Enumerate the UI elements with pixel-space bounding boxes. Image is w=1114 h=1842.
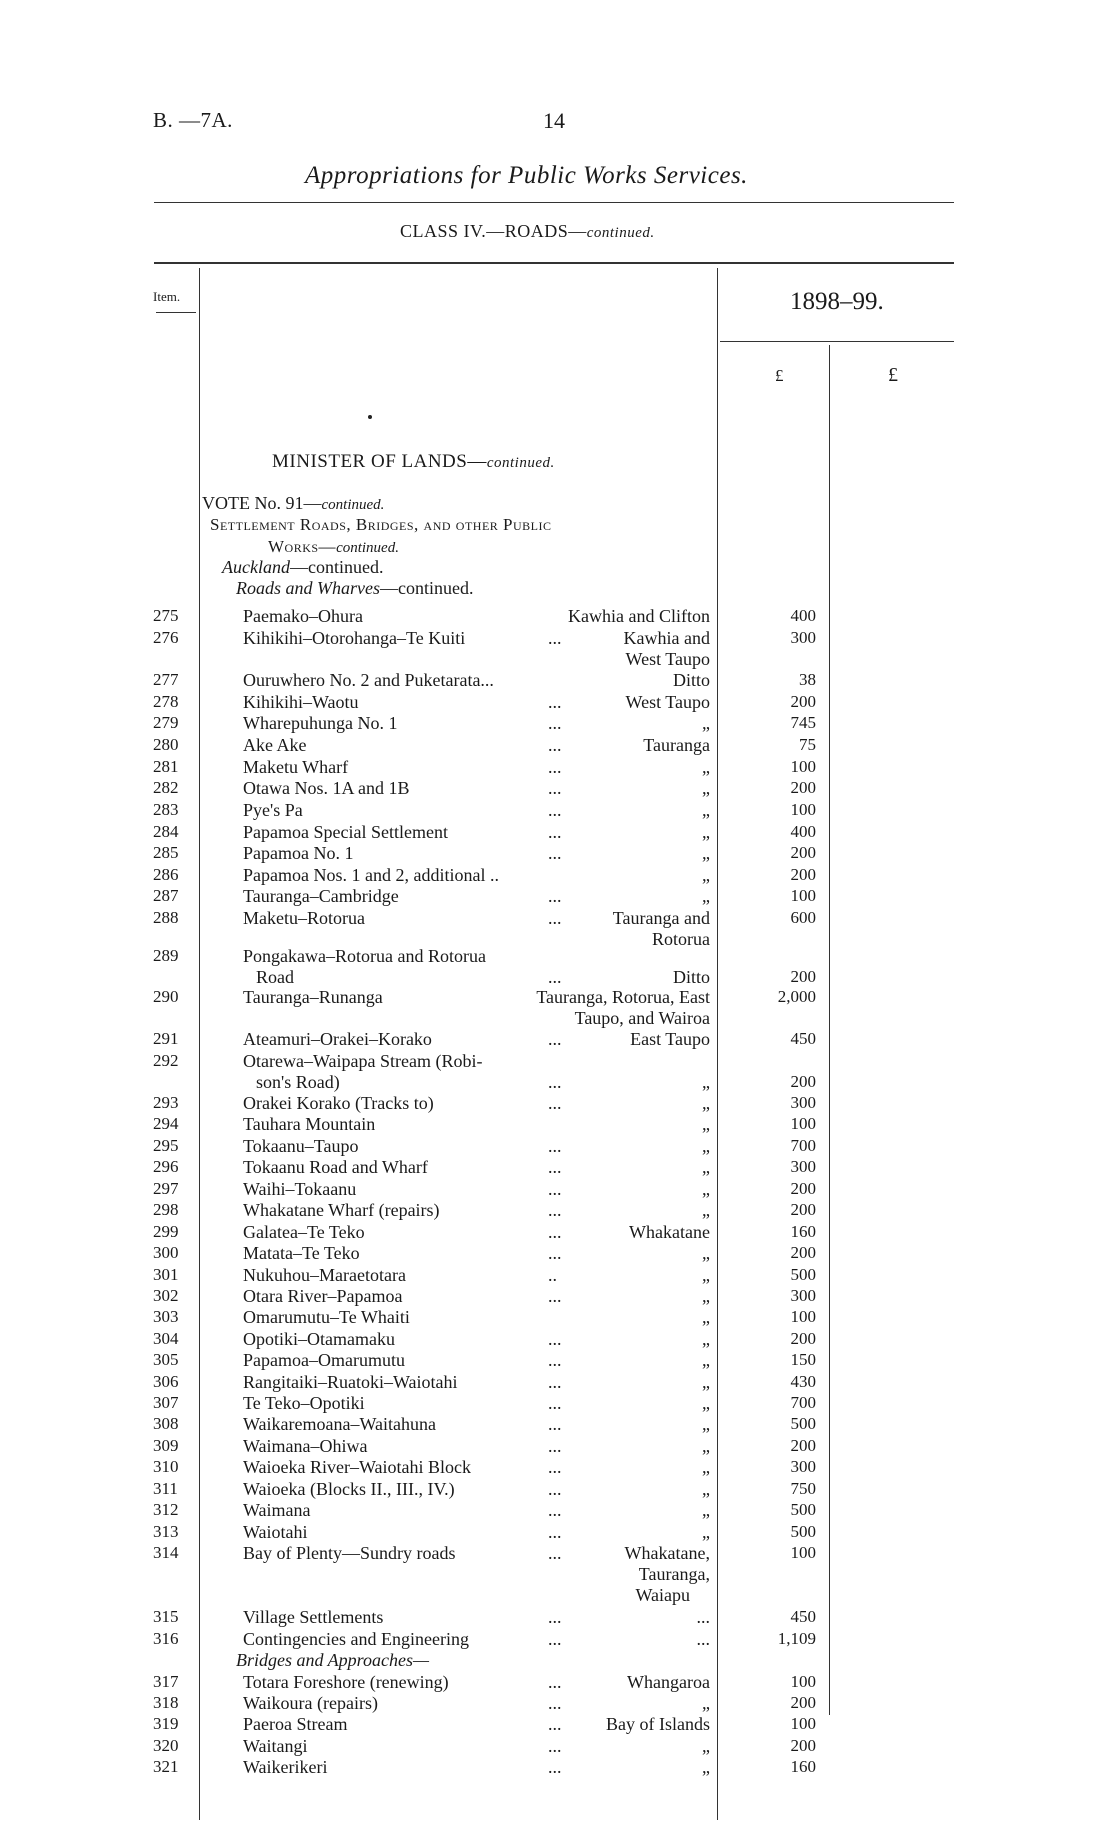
leader-dots: ... xyxy=(548,1393,562,1413)
leader-dots: ... xyxy=(548,1179,562,1199)
amount: 100 xyxy=(790,1307,816,1326)
item-name: Waimana–Ohiwa xyxy=(243,1436,368,1456)
district: Ditto xyxy=(672,967,710,987)
item-number: 278 xyxy=(153,692,179,711)
item-name: Papamoa Nos. 1 and 2, additional .. xyxy=(243,865,499,885)
vote-heading xyxy=(202,493,384,514)
item-number: 316 xyxy=(153,1629,179,1648)
district-continued: Rotorua xyxy=(652,929,710,949)
amount: 700 xyxy=(790,1393,816,1412)
settlement-heading-works: Works— xyxy=(268,537,337,556)
amount: 430 xyxy=(790,1372,816,1391)
district: Tauranga xyxy=(643,735,710,755)
item-name: Waihi–Tokaanu xyxy=(243,1179,357,1199)
item-number: 300 xyxy=(153,1243,179,1262)
item-number: 275 xyxy=(153,606,179,625)
minister-heading-suffix: continued. xyxy=(486,455,555,471)
leader-dots: ... xyxy=(548,1436,562,1456)
item-number: 302 xyxy=(153,1286,179,1305)
roads-subheading xyxy=(236,578,473,599)
item-name: Kihikihi–Otorohanga–Te Kuiti xyxy=(243,628,466,648)
district: „ xyxy=(702,822,710,842)
item-name: Pye's Pa xyxy=(243,800,303,820)
leader-dots: ... xyxy=(548,628,562,648)
stray-mark xyxy=(368,415,372,419)
item-name: Waitangi xyxy=(243,1736,308,1756)
district: „ xyxy=(702,713,710,733)
item-number: 311 xyxy=(153,1479,178,1498)
item-number: 304 xyxy=(153,1329,179,1348)
amount: 200 xyxy=(790,1200,816,1219)
amount: 200 xyxy=(790,1736,816,1755)
item-number: 277 xyxy=(153,670,179,689)
leader-dots: ... xyxy=(548,757,562,777)
district: „ xyxy=(702,1179,710,1199)
leader-dots: ... xyxy=(548,1607,562,1627)
leader-dots: ... xyxy=(548,1200,562,1220)
amount: 100 xyxy=(790,1714,816,1733)
item-number: 286 xyxy=(153,865,179,884)
district: „ xyxy=(702,778,710,798)
amount: 400 xyxy=(790,822,816,841)
district: „ xyxy=(702,1757,710,1777)
item-number: 292 xyxy=(153,1051,179,1070)
leader-dots: ... xyxy=(548,1479,562,1499)
amount: 160 xyxy=(790,1757,816,1776)
item-number: 295 xyxy=(153,1136,179,1155)
item-number: 313 xyxy=(153,1522,179,1541)
item-number: 315 xyxy=(153,1607,179,1626)
district: „ xyxy=(702,1307,710,1327)
amount: 100 xyxy=(790,886,816,905)
leader-dots: ... xyxy=(548,778,562,798)
leader-dots: ... xyxy=(548,1629,562,1649)
item-number: 279 xyxy=(153,713,179,732)
amount: 500 xyxy=(790,1414,816,1433)
item-number: 305 xyxy=(153,1350,179,1369)
district: „ xyxy=(702,1136,710,1156)
amount: 38 xyxy=(799,670,816,689)
item-number: 320 xyxy=(153,1736,179,1755)
district: „ xyxy=(702,1114,710,1134)
district-heading xyxy=(222,557,383,578)
roads-subheading-name: Roads and Wharves xyxy=(236,578,380,598)
amount: 300 xyxy=(790,628,816,647)
leader-dots: ... xyxy=(548,800,562,820)
item-name: Orakei Korako (Tracks to) xyxy=(243,1093,434,1113)
amount: 500 xyxy=(790,1265,816,1284)
district: Bay of Islands xyxy=(606,1714,710,1734)
item-name: Papamoa–Omarumutu xyxy=(243,1350,405,1370)
class-heading-suffix: continued. xyxy=(586,225,655,241)
district: ... xyxy=(696,1629,710,1649)
district: „ xyxy=(702,1372,710,1392)
district: „ xyxy=(702,757,710,777)
item-name: Tauranga–Cambridge xyxy=(243,886,399,906)
amount: 500 xyxy=(790,1500,816,1519)
amount: 600 xyxy=(790,908,816,927)
leader-dots: ... xyxy=(548,1243,562,1263)
item-number: 310 xyxy=(153,1457,179,1476)
amount: 200 xyxy=(790,692,816,711)
item-number: 290 xyxy=(153,987,179,1006)
amount: 450 xyxy=(790,1029,816,1048)
item-name: Matata–Te Teko xyxy=(243,1243,360,1263)
district: Kawhia and xyxy=(623,628,710,648)
item-name: Ouruwhero No. 2 and Puketarata... xyxy=(243,670,494,690)
item-name: Papamoa Special Settlement xyxy=(243,822,448,842)
item-name-continued: son's Road) xyxy=(256,1072,340,1092)
amount: 200 xyxy=(790,1179,816,1198)
pound-sign-1: £ xyxy=(775,366,784,385)
item-name: Te Teko–Opotiki xyxy=(243,1393,365,1413)
district: „ xyxy=(702,1693,710,1713)
amount: 100 xyxy=(790,1543,816,1562)
district: Kawhia and Clifton xyxy=(568,606,710,626)
leader-dots: ... xyxy=(548,692,562,712)
leader-dots: ... xyxy=(548,713,562,733)
item-number: 285 xyxy=(153,843,179,862)
year-header-rule xyxy=(720,341,954,342)
item-number: 288 xyxy=(153,908,179,927)
district: West Taupo xyxy=(625,692,710,712)
district: „ xyxy=(702,886,710,906)
amount: 300 xyxy=(790,1457,816,1476)
leader-dots: ... xyxy=(548,1222,562,1242)
item-name: Maketu–Rotorua xyxy=(243,908,365,928)
title-rule xyxy=(154,202,954,203)
amount: 200 xyxy=(790,865,816,884)
year-column-header: 1898–99. xyxy=(790,288,884,315)
amount: 300 xyxy=(790,1157,816,1176)
leader-dots: ... xyxy=(548,1457,562,1477)
minister-heading xyxy=(272,451,555,473)
district: „ xyxy=(702,1072,710,1092)
item-number: 294 xyxy=(153,1114,179,1133)
item-name: Contingencies and Engineering xyxy=(243,1629,469,1649)
item-number: 318 xyxy=(153,1693,179,1712)
minister-heading-main: MINISTER OF LANDS— xyxy=(272,451,487,472)
item-name: Pongakawa–Rotorua and Rotorua xyxy=(243,946,486,966)
leader-dots: ... xyxy=(548,1757,562,1777)
item-number: 314 xyxy=(153,1543,179,1562)
item-number: 308 xyxy=(153,1414,179,1433)
amount: 100 xyxy=(790,1672,816,1691)
item-name: Kihikihi–Waotu xyxy=(243,692,359,712)
leader-dots: ... xyxy=(548,822,562,842)
item-number: 306 xyxy=(153,1372,179,1391)
item-name: Paeroa Stream xyxy=(243,1714,348,1734)
item-number: 297 xyxy=(153,1179,179,1198)
district: „ xyxy=(702,1414,710,1434)
district: „ xyxy=(702,800,710,820)
leader-dots: ... xyxy=(548,1543,562,1563)
district: „ xyxy=(702,1286,710,1306)
district-continued: Waiapu xyxy=(635,1585,690,1605)
amount: 160 xyxy=(790,1222,816,1241)
leader-dots: ... xyxy=(548,1672,562,1692)
district: Ditto xyxy=(672,670,710,690)
item-column-header: Item. xyxy=(153,289,181,304)
item-header-underline xyxy=(156,312,196,313)
leader-dots: ... xyxy=(548,1522,562,1542)
item-name: Ateamuri–Orakei–Korako xyxy=(243,1029,432,1049)
leader-dots: ... xyxy=(548,1093,562,1113)
item-name: Village Settlements xyxy=(243,1607,384,1627)
leader-dots: ... xyxy=(548,1693,562,1713)
leader-dots: ... xyxy=(548,1372,562,1392)
item-name: Totara Foreshore (renewing) xyxy=(243,1672,449,1692)
district: „ xyxy=(702,865,710,885)
district: East Taupo xyxy=(630,1029,710,1049)
leader-dots: ... xyxy=(548,1136,562,1156)
district: ... xyxy=(696,1607,710,1627)
amount: 100 xyxy=(790,800,816,819)
pound-sign-2: £ xyxy=(888,364,898,386)
leader-dots: ... xyxy=(548,967,562,987)
item-name: Bay of Plenty—Sundry roads xyxy=(243,1543,456,1563)
item-number: 291 xyxy=(153,1029,179,1048)
item-number: 284 xyxy=(153,822,179,841)
page-number: 14 xyxy=(543,108,565,133)
amount: 2,000 xyxy=(777,987,816,1006)
item-number: 307 xyxy=(153,1393,179,1412)
amount: 75 xyxy=(799,735,816,754)
item-name: Tokaanu–Taupo xyxy=(243,1136,359,1156)
item-number: 282 xyxy=(153,778,179,797)
leader-dots: ... xyxy=(548,1500,562,1520)
settlement-heading-line2 xyxy=(268,536,399,557)
item-number: 289 xyxy=(153,946,179,965)
leader-dots: ... xyxy=(548,1286,562,1306)
amount: 300 xyxy=(790,1093,816,1112)
leader-dots: ... xyxy=(548,1350,562,1370)
item-column-divider xyxy=(199,268,200,1820)
district-continued: Tauranga, xyxy=(638,1564,710,1584)
district: „ xyxy=(702,843,710,863)
district: „ xyxy=(702,1200,710,1220)
item-number: 299 xyxy=(153,1222,179,1241)
leader-dots: ... xyxy=(548,1736,562,1756)
item-name: Otarewa–Waipapa Stream (Robi- xyxy=(243,1051,483,1071)
district: „ xyxy=(702,1457,710,1477)
amount: 700 xyxy=(790,1136,816,1155)
district: Whakatane, xyxy=(624,1543,710,1563)
district: „ xyxy=(702,1500,710,1520)
item-number: 301 xyxy=(153,1265,179,1284)
item-name: Waikoura (repairs) xyxy=(243,1693,378,1713)
settlement-heading-suffix: continued. xyxy=(336,540,399,556)
vote-heading-suffix: continued. xyxy=(321,497,385,513)
district: „ xyxy=(702,1522,710,1542)
document-reference: B. —7A. xyxy=(153,108,233,132)
item-name: Otara River–Papamoa xyxy=(243,1286,403,1306)
leader-dots: ... xyxy=(548,843,562,863)
leader-dots: ... xyxy=(548,1029,562,1049)
item-name: Waikaremoana–Waitahuna xyxy=(243,1414,437,1434)
table-top-rule xyxy=(154,262,954,264)
bridges-subheading xyxy=(236,1650,429,1671)
district: „ xyxy=(702,1350,710,1370)
item-name: Tauranga–Runanga xyxy=(243,987,383,1007)
item-name: Rangitaiki–Ruatoki–Waiotahi xyxy=(243,1372,458,1392)
amount: 100 xyxy=(790,1114,816,1133)
amount: 200 xyxy=(790,1436,816,1455)
item-number: 283 xyxy=(153,800,179,819)
amount: 200 xyxy=(790,1243,816,1262)
class-heading-main: CLASS IV.—ROADS— xyxy=(400,221,587,241)
item-name: Galatea–Te Teko xyxy=(243,1222,365,1242)
item-number: 309 xyxy=(153,1436,179,1455)
item-number: 276 xyxy=(153,628,179,647)
district: „ xyxy=(702,1479,710,1499)
district: „ xyxy=(702,1265,710,1285)
leader-dots: ... xyxy=(548,908,562,928)
item-name: Tauhara Mountain xyxy=(243,1114,376,1134)
roads-subheading-suffix: —continued. xyxy=(379,578,474,598)
leader-dots: ... xyxy=(548,1714,562,1734)
amount: 200 xyxy=(790,1329,816,1348)
amount: 400 xyxy=(790,606,816,625)
district: „ xyxy=(702,1243,710,1263)
item-number: 298 xyxy=(153,1200,179,1219)
district: „ xyxy=(702,1329,710,1349)
district: „ xyxy=(702,1093,710,1113)
leader-dots: .. xyxy=(548,1265,557,1285)
item-name: Maketu Wharf xyxy=(243,757,349,777)
leader-dots: ... xyxy=(548,1072,562,1092)
district-continued: West Taupo xyxy=(625,649,710,669)
amount: 750 xyxy=(790,1479,816,1498)
item-number: 303 xyxy=(153,1307,179,1326)
leader-dots: ... xyxy=(548,886,562,906)
item-name: Nukuhou–Maraetotara xyxy=(243,1265,406,1285)
item-number: 319 xyxy=(153,1714,179,1733)
district-heading-suffix: —continued. xyxy=(289,557,384,577)
item-name: Whakatane Wharf (repairs) xyxy=(243,1200,440,1220)
settlement-heading-line1: Settlement Roads, Bridges, and other Public xyxy=(210,515,552,534)
item-name: Ake Ake xyxy=(243,735,307,755)
leader-dots: ... xyxy=(548,1329,562,1349)
item-name: Waikerikeri xyxy=(243,1757,328,1777)
item-number: 312 xyxy=(153,1500,179,1519)
amount: 450 xyxy=(790,1607,816,1626)
district: „ xyxy=(702,1436,710,1456)
pound-column-divider xyxy=(829,345,830,1715)
bridges-subheading-name: Bridges and Approaches— xyxy=(236,1650,429,1670)
district: „ xyxy=(702,1393,710,1413)
item-number: 281 xyxy=(153,757,179,776)
amount: 200 xyxy=(790,778,816,797)
district: Tauranga and xyxy=(612,908,710,928)
district-heading-name: Auckland xyxy=(222,557,290,577)
amount: 100 xyxy=(790,757,816,776)
amount: 200 xyxy=(790,967,816,986)
amount: 300 xyxy=(790,1286,816,1305)
vote-heading-main: VOTE No. 91— xyxy=(202,493,322,513)
page-title: Appropriations for Public Works Services. xyxy=(305,162,748,189)
district: „ xyxy=(702,1736,710,1756)
amount: 1,109 xyxy=(777,1629,816,1648)
item-name: Waioeka River–Waiotahi Block xyxy=(243,1457,472,1477)
amount: 200 xyxy=(790,843,816,862)
amount: 200 xyxy=(790,1693,816,1712)
leader-dots: ... xyxy=(548,1157,562,1177)
item-name-continued: Road xyxy=(256,967,294,987)
amount: 150 xyxy=(790,1350,816,1369)
item-number: 317 xyxy=(153,1672,179,1691)
district: Whangaroa xyxy=(627,1672,710,1692)
item-number: 296 xyxy=(153,1157,179,1176)
item-name: Paemako–Ohura xyxy=(243,606,363,626)
item-name: Opotiki–Otamamaku xyxy=(243,1329,395,1349)
item-name: Papamoa No. 1 xyxy=(243,843,354,863)
district: Whakatane xyxy=(629,1222,710,1242)
leader-dots: ... xyxy=(548,735,562,755)
item-name: Omarumutu–Te Whaiti xyxy=(243,1307,410,1327)
amount: 745 xyxy=(790,713,816,732)
class-heading xyxy=(400,221,655,242)
amount: 200 xyxy=(790,1072,816,1091)
item-name: Otawa Nos. 1A and 1B xyxy=(243,778,410,798)
item-number: 293 xyxy=(153,1093,179,1112)
item-name: Wharepuhunga No. 1 xyxy=(243,713,398,733)
item-number: 287 xyxy=(153,886,179,905)
district: „ xyxy=(702,1157,710,1177)
district-continued: Taupo, and Wairoa xyxy=(574,1008,710,1028)
amount: 500 xyxy=(790,1522,816,1541)
item-number: 280 xyxy=(153,735,179,754)
amount-column-divider xyxy=(717,268,718,1820)
leader-dots: ... xyxy=(548,1414,562,1434)
item-name: Tokaanu Road and Wharf xyxy=(243,1157,428,1177)
district: Tauranga, Rotorua, East xyxy=(536,987,710,1007)
item-name: Waiotahi xyxy=(243,1522,308,1542)
item-name: Waioeka (Blocks II., III., IV.) xyxy=(243,1479,455,1499)
item-name: Waimana xyxy=(243,1500,311,1520)
item-number: 321 xyxy=(153,1757,179,1776)
